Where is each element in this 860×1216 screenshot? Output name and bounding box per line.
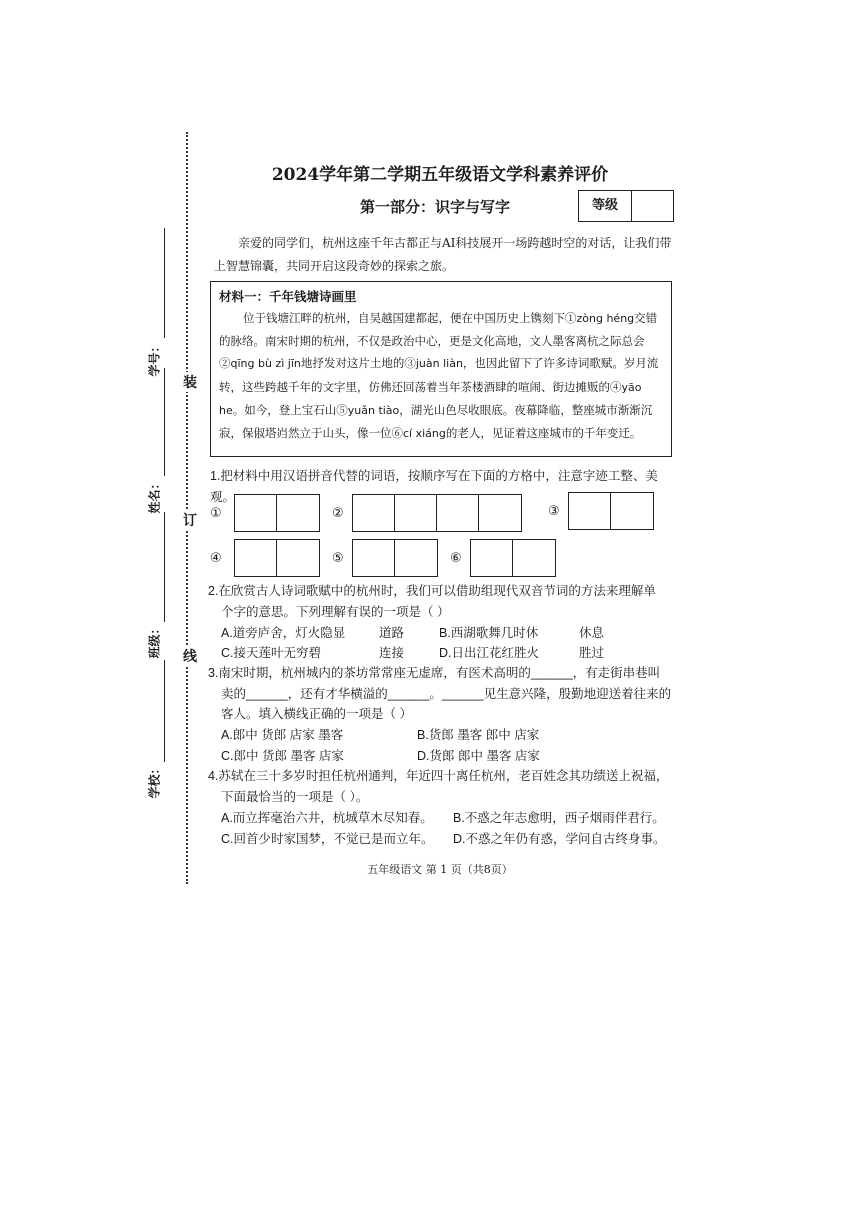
question-3-line: 卖的______，还有才华横溢的______。______见生意兴隆，殷勤地迎送着往来的 <box>221 686 672 701</box>
grid-number: ③ <box>548 503 560 519</box>
student-id-line[interactable] <box>164 228 165 338</box>
pinyin-3: juàn liàn <box>415 357 463 371</box>
option-c[interactable]: C.接天莲叶无穷碧 <box>221 646 322 660</box>
writing-cell[interactable] <box>353 495 395 531</box>
binding-dotted-line <box>186 132 188 884</box>
option-b[interactable]: B.货郎 墨客 郎中 店家 <box>417 728 540 742</box>
material-text-segment: 位于钱塘江畔的杭州，自吴越国建都起，便在中国历史上镌刻下① <box>243 311 577 325</box>
pinyin-6: cí xiáng <box>403 427 446 441</box>
question-4-options <box>221 808 691 848</box>
material-text-segment: ，也因此留下了许多诗词歌赋。岁月流转，这些跨越千年的文字里，仿佛还回荡着当年茶楼酒肆的喧闹、街边摊贩的④ <box>219 356 659 394</box>
option-b[interactable]: B.不惑之年志愈明，西子烟雨伴君行。 <box>453 811 665 825</box>
grid-number: ⑥ <box>450 550 462 566</box>
student-id-label: 学号： <box>147 340 162 377</box>
question-4-line: 下面最恰当的一项是（ ）。 <box>221 789 369 804</box>
answer-grid-2[interactable] <box>332 494 522 532</box>
option-d[interactable]: D.日出江花红胜火 <box>439 646 540 660</box>
answer-grid-6[interactable] <box>450 539 556 577</box>
writing-cell[interactable] <box>353 540 395 576</box>
grid-number: ⑤ <box>332 550 344 566</box>
option-a[interactable]: A.郎中 货郎 店家 墨客 <box>221 728 344 742</box>
option-c-meaning: 连接 <box>379 646 405 660</box>
option-a[interactable]: A.道旁庐舍，灯火隐显 <box>221 626 346 640</box>
option-d[interactable]: D.货郎 郎中 墨客 店家 <box>417 749 540 763</box>
option-a[interactable]: A.而立挥毫治六井，杭城草木尽知春。 <box>221 811 433 825</box>
question-2 <box>208 581 686 622</box>
name-label: 姓名： <box>147 477 162 514</box>
question-3 <box>208 663 686 725</box>
name-line[interactable] <box>164 368 165 476</box>
question-2-text-cont: 个字的意思。下列理解有误的一项是（ ） <box>221 604 450 619</box>
answer-grid-4[interactable] <box>210 539 320 577</box>
writing-cell[interactable] <box>479 495 521 531</box>
grade-label: 等级 <box>579 191 632 221</box>
option-d-meaning: 胜过 <box>579 646 605 660</box>
question-3-options <box>221 725 681 765</box>
school-line[interactable] <box>164 660 165 762</box>
grid-number: ① <box>210 505 222 521</box>
option-a-meaning: 道路 <box>379 626 405 640</box>
writing-cell[interactable] <box>611 493 653 529</box>
material-title: 材料一：千年钱塘诗画里 <box>219 289 357 304</box>
question-1-text: 1.把材料中用汉语拼音代替的词语，按顺序写在下面的方格中，注意字迹工整、美观。 <box>210 469 658 504</box>
grid-number: ④ <box>210 550 222 566</box>
intro-paragraph: 亲爱的同学们，杭州这座千年古都正与AI科技展开一场跨越时空的对话，让我们带上智慧锦囊，共同开启这段奇妙的探索之旅。 <box>214 236 672 273</box>
grade-box <box>578 190 674 222</box>
question-3-line: 3.南宋时期，杭州城内的茶坊常常座无虚席，有医术高明的______，有走街串巷叫 <box>208 666 661 680</box>
answer-grid-3[interactable] <box>548 492 654 530</box>
writing-cell[interactable] <box>513 540 555 576</box>
school-label: 学校： <box>147 762 162 799</box>
pinyin-2: qīng bù zì jīn <box>230 357 301 371</box>
writing-cell[interactable] <box>277 495 319 531</box>
class-line[interactable] <box>164 512 165 622</box>
writing-cell[interactable] <box>471 540 513 576</box>
question-3-line: 客人。填入横线正确的一项是（ ） <box>221 707 412 721</box>
binding-char-ding: 订 <box>183 510 197 530</box>
writing-cell[interactable] <box>235 540 277 576</box>
pinyin-5: yuǎn tiào <box>347 403 400 417</box>
binding-char-zhuang: 装 <box>183 372 197 392</box>
part-title: 第一部分：识字与写字 <box>360 198 511 216</box>
writing-cell[interactable] <box>395 495 437 531</box>
material-box <box>210 281 672 457</box>
question-4 <box>208 766 686 807</box>
material-text-segment: 交错的脉络。南宋时期的杭州，不仅是政治中心，更是文化高地，文人墨客离杭之际总会② <box>219 311 658 371</box>
writing-cell[interactable] <box>437 495 479 531</box>
material-text-segment: 地抒发对这片土地的③ <box>300 356 416 371</box>
answer-grid-5[interactable] <box>332 539 438 577</box>
writing-cell[interactable] <box>395 540 437 576</box>
option-c[interactable]: C.郎中 货郎 墨客 店家 <box>221 749 344 763</box>
pinyin-4: yāo he <box>219 380 642 417</box>
material-text-segment: ，湖光山色尽收眼底。夜幕降临，整座城市渐渐沉寂，保俶塔岿然立于山头，像一位⑥ <box>219 402 653 441</box>
exam-title: 2024学年第二学期五年级语文学科素养评价 <box>271 165 609 185</box>
question-2-text: 2.在欣赏古人诗词歌赋中的杭州时，我们可以借助组现代双音节词的方法来理解单 <box>208 584 656 598</box>
option-b-meaning: 休息 <box>579 626 605 640</box>
question-2-options <box>221 623 681 663</box>
writing-cell[interactable] <box>277 540 319 576</box>
answer-grid-1[interactable] <box>210 494 320 532</box>
question-4-line: 4.苏轼在三十多岁时担任杭州通判，年近四十离任杭州，老百姓念其功绩送上祝福， <box>208 769 669 783</box>
material-text-segment: 的老人，见证着这座城市的千年变迁。 <box>445 426 642 441</box>
class-label: 班级： <box>147 622 162 659</box>
pinyin-1: zòng héng <box>576 312 635 325</box>
grid-number: ② <box>332 505 344 521</box>
option-d[interactable]: D.不惑之年仍有惑，学问自古终身事。 <box>453 832 666 846</box>
option-b[interactable]: B.西湖歌舞几时休 <box>439 626 539 640</box>
material-text <box>219 307 663 445</box>
page-footer: 五年级语文 第 1 页（共8页） <box>367 863 513 876</box>
writing-cell[interactable] <box>235 495 277 531</box>
writing-cell[interactable] <box>569 493 611 529</box>
option-c[interactable]: C.回首少时家国梦，不觉已是而立年。 <box>221 832 434 846</box>
binding-char-xian: 线 <box>183 646 197 666</box>
material-text-segment: 。如今，登上宝石山⑤ <box>232 402 348 417</box>
